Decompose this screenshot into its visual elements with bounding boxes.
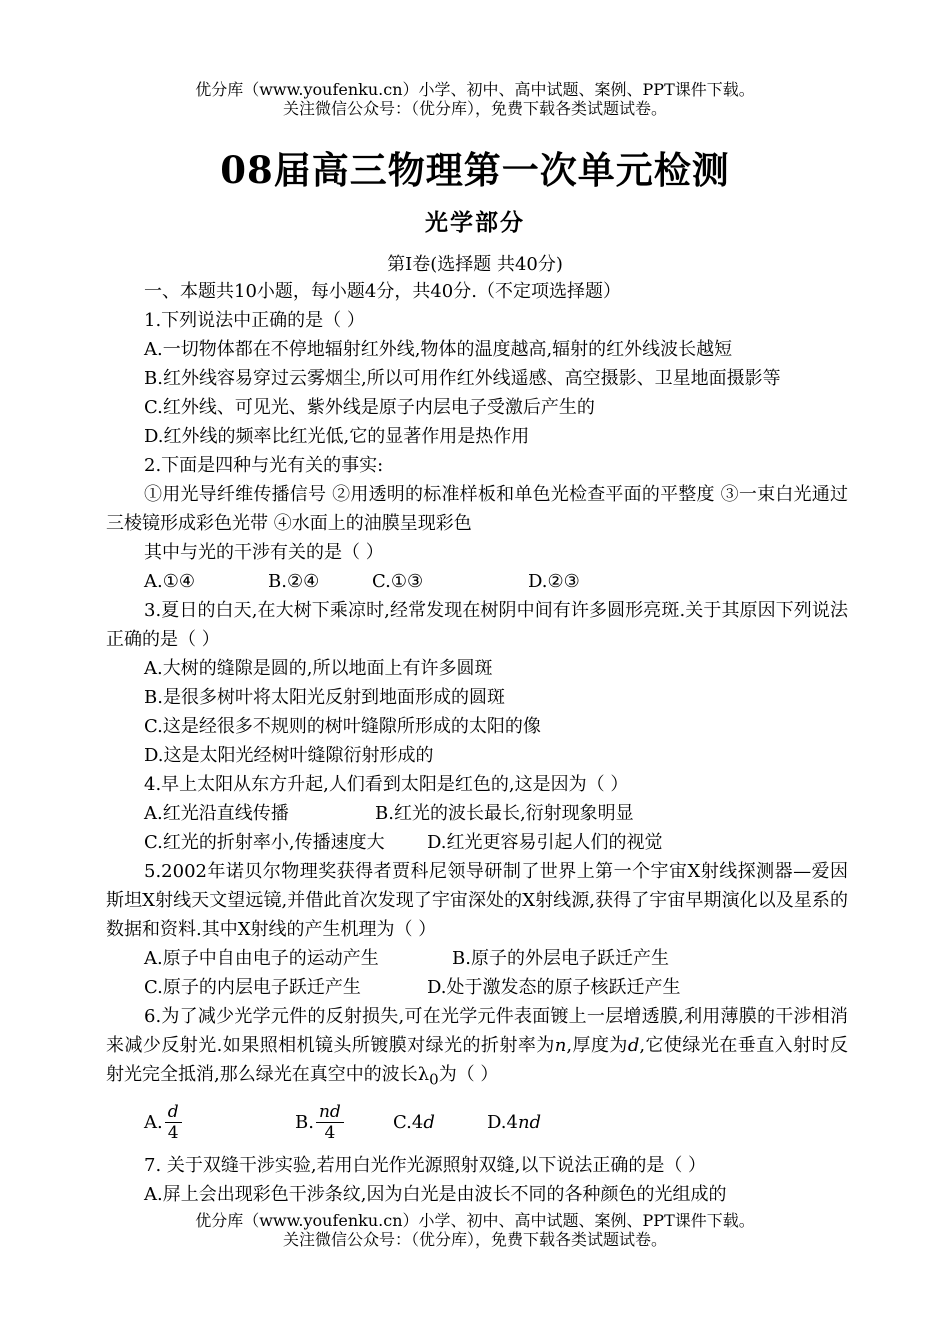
question-4-option-a: A.红光沿直线传播 <box>144 803 289 824</box>
question-7-stem: 7. 关于双缝干涉实验,若用白光作光源照射双缝,以下说法正确的是（ ） <box>144 1154 707 1176</box>
question-2-sub: 其中与光的干涉有关的是（ ） <box>144 542 384 563</box>
question-1-option-b: B.红外线容易穿过云雾烟尘,所以可用作红外线遥感、高空摄影、卫星地面摄影等 <box>144 368 781 389</box>
fraction-denominator: 4 <box>167 1123 179 1144</box>
question-4-stem: 4.早上太阳从东方升起,人们看到太阳是红色的,这是因为（ ） <box>144 774 629 795</box>
fraction-numerator: d <box>165 1102 182 1123</box>
question-6-option-b-prefix: B. <box>295 1112 314 1134</box>
section-heading: 第Ⅰ卷(选择题 共40分) <box>387 254 563 275</box>
question-2-option-a: A.①④ <box>144 571 195 592</box>
question-6-stem-part-2: ,厚度为 <box>566 1035 628 1056</box>
question-6-stem-part-4: 为（ ） <box>438 1064 499 1085</box>
header-line-2: 关注微信公众号：（优分库），免费下载各类试题试卷。 <box>282 99 667 118</box>
question-6-option-a <box>144 1102 295 1143</box>
question-6-option-d <box>487 1108 541 1137</box>
question-2-facts: ①用光导纤维传播信号 ②用透明的标准样板和单色光检查平面的平整度 ③一束白光通过三棱镜形成彩色光带 ④水面上的油膜呈现彩色 <box>106 484 848 534</box>
footer-line-1: 优分库（www.youfenku.cn）小学、初中、高中试题、案例、PPT课件下载。 <box>195 1211 755 1230</box>
question-6-option-c-var: d <box>423 1112 435 1134</box>
question-4-option-c: C.红光的折射率小,传播速度大 <box>144 832 385 853</box>
fraction-numerator: nd <box>316 1102 344 1123</box>
question-6-option-c <box>393 1108 487 1137</box>
page-subtitle: 光学部分 <box>425 209 525 236</box>
question-6-option-b-fraction <box>316 1102 344 1143</box>
question-6-option-d-prefix: D.4 <box>487 1112 518 1134</box>
fraction-denominator: 4 <box>324 1123 336 1144</box>
question-5-options-row-1 <box>106 944 848 973</box>
question-1-option-a: A.一切物体都在不停地辐射红外线,物体的温度越高,辐射的红外线波长越短 <box>144 339 733 360</box>
question-5-option-b: B.原子的外层电子跃迁产生 <box>452 948 669 969</box>
question-3-option-b: B.是很多树叶将太阳光反射到地面形成的圆斑 <box>144 687 505 708</box>
question-7-option-a: A.屏上会出现彩色干涉条纹,因为白光是由波长不同的各种颜色的光组成的 <box>144 1183 727 1205</box>
header-line-1: 优分库（www.youfenku.cn）小学、初中、高中试题、案例、PPT课件下载。 <box>195 80 755 99</box>
question-4-options-row-1 <box>106 799 848 828</box>
question-3-option-a: A.大树的缝隙是圆的,所以地面上有许多圆斑 <box>144 658 493 679</box>
instruction: 一、本题共10小题，每小题4分，共40分.（不定项选择题） <box>144 281 621 302</box>
question-3-option-c: C.这是经很多不规则的树叶缝隙所形成的太阳的像 <box>144 716 541 737</box>
question-5-options-row-2 <box>106 973 848 1002</box>
question-6-options <box>106 1097 848 1149</box>
question-2-stem: 2.下面是四种与光有关的事实: <box>144 455 384 476</box>
question-4-option-b: B.红光的波长最长,衍射现象明显 <box>375 803 634 824</box>
question-5-option-d: D.处于激发态的原子核跃迁产生 <box>427 977 681 998</box>
question-1-stem: 1.下列说法中正确的是（ ） <box>144 310 365 331</box>
question-6-option-a-fraction <box>165 1102 182 1143</box>
question-6-var-d: d <box>627 1035 640 1056</box>
question-5-stem: 5.2002年诺贝尔物理奖获得者贾科尼领导研制了世界上第一个宇宙X射线探测器—爱因斯坦X射线天文望远镜,并借此首次发现了宇宙深处的X射线源,获得了宇宙早期演化以及星系的数据和资料.其中X射线的产生机理为（ ） <box>106 861 848 940</box>
question-1-option-d: D.红外线的频率比红光低,它的显著作用是热作用 <box>144 426 530 447</box>
question-2-option-d: D.②③ <box>528 571 580 592</box>
question-4-option-d: D.红光更容易引起人们的视觉 <box>427 832 663 853</box>
question-6-stem-part-3: ,它使绿光在垂直入射时反射光完全抵消,那么绿光在真空中的波长λ <box>106 1035 848 1085</box>
page-header <box>0 80 950 118</box>
question-6-var-n: n <box>554 1035 567 1056</box>
question-5-option-c: C.原子的内层电子跃迁产生 <box>144 977 361 998</box>
question-2-option-b: B.②④ <box>268 571 320 592</box>
question-6-option-b <box>295 1102 393 1143</box>
question-5-option-a: A.原子中自由电子的运动产生 <box>144 948 379 969</box>
question-6-option-d-var: nd <box>517 1112 542 1134</box>
question-6-lambda-subscript: 0 <box>429 1070 439 1089</box>
question-2-option-c: C.①③ <box>372 571 424 592</box>
question-1-option-c: C.红外线、可见光、紫外线是原子内层电子受激后产生的 <box>144 397 595 418</box>
question-3-option-d: D.这是太阳光经树叶缝隙衍射形成的 <box>144 745 434 766</box>
question-4-options-row-2 <box>106 828 848 857</box>
question-6-option-c-prefix: C.4 <box>393 1112 424 1134</box>
question-6-stem-part-1: 6.为了减少光学元件的反射损失,可在光学元件表面镀上一层增透膜,利用薄膜的干涉相消来减少反射光.如果照相机镜头所镀膜对绿光的折射率为 <box>106 1006 848 1056</box>
question-2-options <box>106 567 848 596</box>
question-6-option-a-prefix: A. <box>144 1112 163 1134</box>
question-6-stem <box>106 1002 848 1095</box>
question-3-stem: 3.夏日的白天,在大树下乘凉时,经常发现在树阴中间有许多圆形亮斑.关于其原因下列说法正确的是（ ） <box>106 600 848 650</box>
footer-line-2: 关注微信公众号：（优分库），免费下载各类试题试卷。 <box>282 1230 667 1249</box>
page-title: 08届高三物理第一次单元检测 <box>220 148 730 192</box>
exam-content <box>106 277 848 1209</box>
page-footer <box>0 1211 950 1249</box>
